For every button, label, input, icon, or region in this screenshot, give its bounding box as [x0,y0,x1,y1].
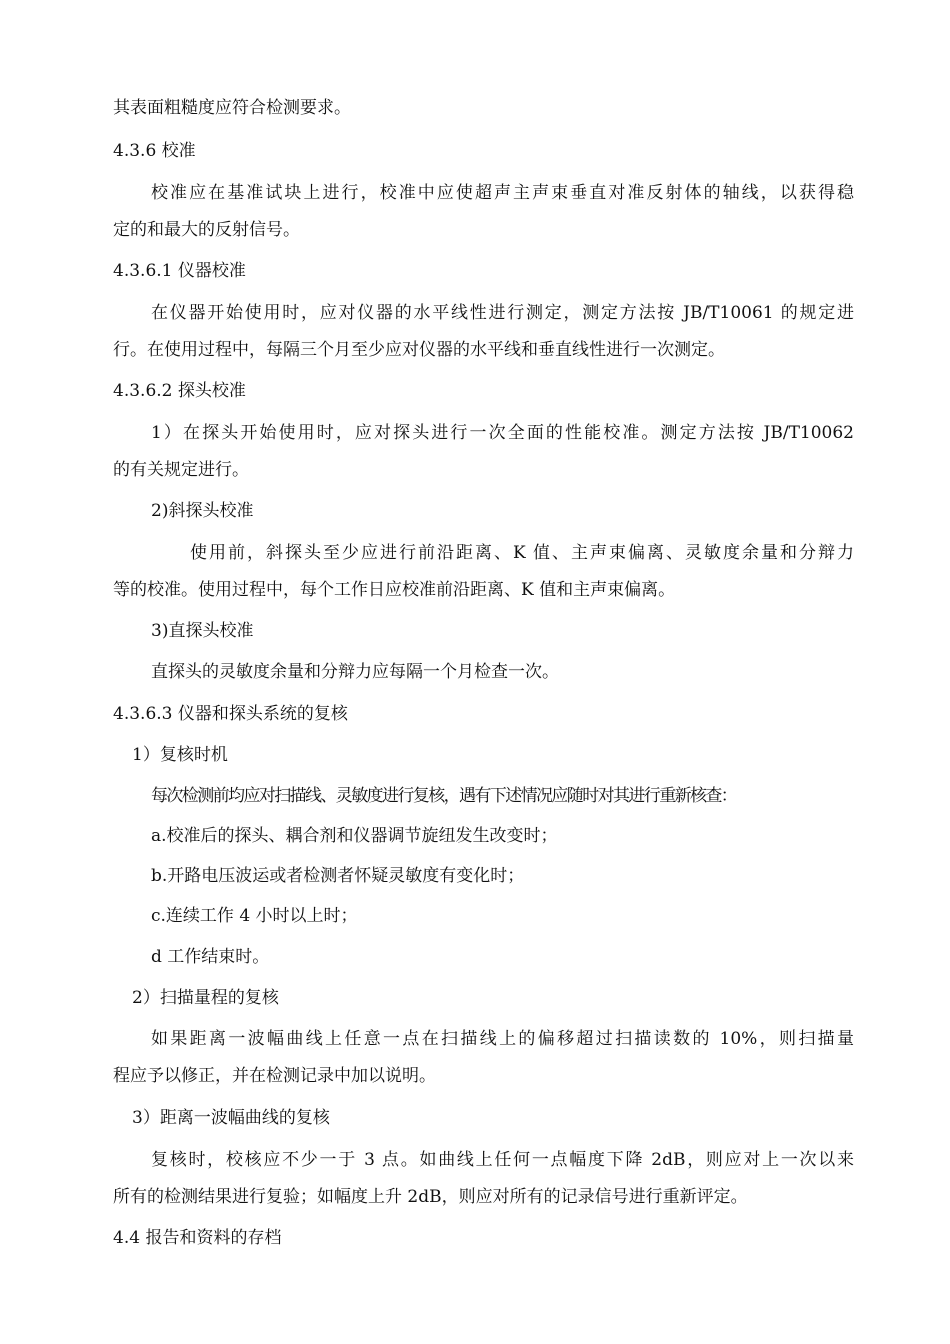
paragraph-line: 程应予以修正，并在检测记录中加以说明。 [113,1066,436,1086]
subheading-dac-curve: 3）距离一波幅曲线的复核 [132,1108,330,1128]
list-item: c.连续工作 4 小时以上时； [151,906,358,926]
section-heading-4-3-6-1: 4.3.6.1 仪器校准 [113,261,246,281]
subheading-straight-probe: 3)直探头校准 [151,621,254,641]
section-heading-4-3-6-3: 4.3.6.3 仪器和探头系统的复核 [113,704,348,724]
paragraph-line: 复核时，校核应不少一于 3 点。如曲线上任何一点幅度下降 2dB，则应对上一次以来 [151,1150,854,1170]
paragraph-line: 每次检测前均应对扫描线、灵敏度进行复核，遇有下述情况应随时对其进行重新核查： [151,786,737,806]
list-item: d 工作结束时。 [151,947,270,967]
section-heading-4-3-6: 4.3.6 校准 [113,141,196,161]
paragraph-line: 使用前，斜探头至少应进行前沿距离、K 值、主声束偏离、灵敏度余量和分辩力 [190,543,854,563]
paragraph-line: 的有关规定进行。 [113,460,249,480]
paragraph-line: 等的校准。使用过程中，每个工作日应校准前沿距离、K 值和主声束偏离。 [113,580,676,600]
subheading-timing: 1）复核时机 [132,745,228,765]
paragraph-line: 1）在探头开始使用时，应对探头进行一次全面的性能校准。测定方法按 JB/T10062 [151,423,854,443]
section-heading-4-4: 4.4 报告和资料的存档 [113,1228,282,1248]
subheading-scan-range: 2）扫描量程的复核 [132,988,279,1008]
list-item: b.开路电压波运或者检测者怀疑灵敏度有变化时； [151,866,525,886]
paragraph-line: 所有的检测结果进行复验；如幅度上升 2dB，则应对所有的记录信号进行重新评定。 [113,1187,748,1207]
paragraph-line: 在仪器开始使用时，应对仪器的水平线性进行测定，测定方法按 JB/T10061 的规定进 [151,303,854,323]
paragraph-line: 行。在使用过程中，每隔三个月至少应对仪器的水平线和垂直线性进行一次测定。 [113,340,725,360]
paragraph-line: 直探头的灵敏度余量和分辩力应每隔一个月检查一次。 [151,662,559,682]
paragraph-line: 校准应在基准试块上进行，校准中应使超声主声束垂直对准反射体的轴线，以获得稳 [151,183,854,203]
paragraph-line: 其表面粗糙度应符合检测要求。 [113,98,351,118]
paragraph-line: 定的和最大的反射信号。 [113,220,300,240]
list-item: a.校准后的探头、耦合剂和仪器调节旋纽发生改变时； [151,826,558,846]
paragraph-line: 如果距离一波幅曲线上任意一点在扫描线上的偏移超过扫描读数的 10%，则扫描量 [151,1029,854,1049]
section-heading-4-3-6-2: 4.3.6.2 探头校准 [113,381,246,401]
subheading-angle-probe: 2)斜探头校准 [151,501,254,521]
